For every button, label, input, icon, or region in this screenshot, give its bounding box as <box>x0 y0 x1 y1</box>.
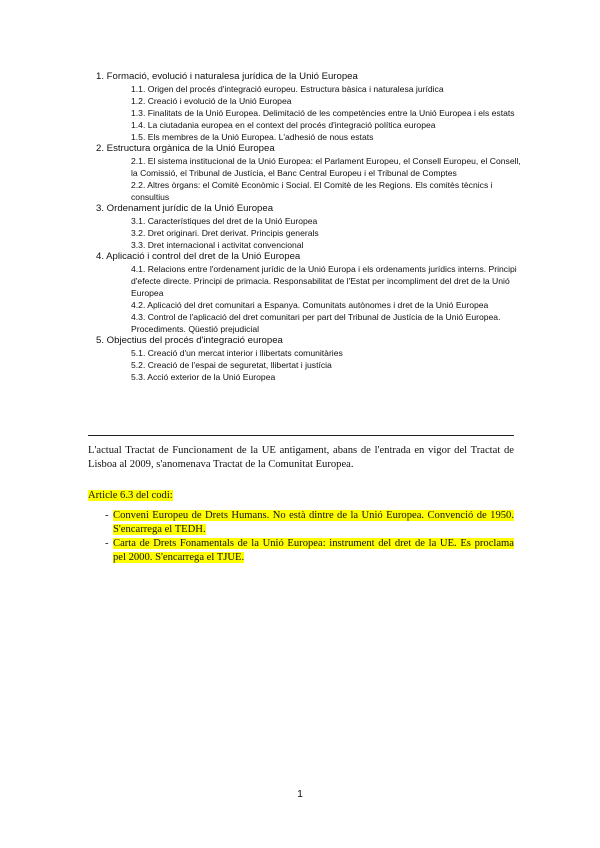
subsection: 3.2. Dret originari. Dret derivat. Principis generals <box>131 228 319 238</box>
subsection: 1.4. La ciutadania europea en el context del procés d'integració política europea <box>131 120 436 130</box>
subsection: 5.2. Creació de l'espai de seguretat, llibertat i justícia <box>131 360 332 370</box>
subsection: 4.1. Relacions entre l'ordenament jurídic de la Unió Europa i els ordenaments jurídics interns. Principi d'efecte directe. Principi de primacia. Responsabilitat de l'Estat per incompliment del dret de la Unió Europea <box>131 264 517 298</box>
subsection: 1.1. Origen del procés d'integració europeu. Estructura bàsica i naturalesa jurídica <box>131 84 444 94</box>
subsection: 4.3. Control de l'aplicació del dret comunitari per part del Tribunal de Justícia de la Unió Europea. Procediments. Qüestió prejudicial <box>131 312 501 334</box>
list-item <box>88 537 514 565</box>
subsection: 1.2. Creació i evolució de la Unió Europea <box>131 96 292 106</box>
subsection: 1.3. Finalitats de la Unió Europea. Delimitació de les competències entre la Unió Europea i els estats <box>131 108 515 118</box>
note-paragraph: L'actual Tractat de Funcionament de la UE antigament, abans de l'entrada en vigor del Tractat de Lisboa al 2009, s'anomenava Tractat de la Comunitat Europea. <box>88 445 514 470</box>
list-item <box>88 509 514 537</box>
dash-bullet: - <box>105 510 109 521</box>
list-item-text: Conveni Europeu de Drets Humans. No està dintre de la Unió Europea. Convenció de 1950. S'encarrega el TEDH. <box>113 510 514 535</box>
horizontal-divider <box>88 435 514 436</box>
section-title: 2. Estructura orgànica de la Unió Europea <box>96 143 275 154</box>
section-title: 5. Objectius del procés d'integració europea <box>96 335 283 346</box>
subsection: 5.1. Creació d'un mercat interior i llibertats comunitàries <box>131 348 343 358</box>
section-title: 3. Ordenament jurídic de la Unió Europea <box>96 203 274 214</box>
article-heading <box>88 489 514 503</box>
subsection: 2.1. El sistema institucional de la Unió Europea: el Parlament Europeu, el Consell Europeu, el Consell, la Comissió, el Tribunal de Justícia, el Banc Central Europeu i el Tribunal de Comptes <box>131 156 521 178</box>
article-list <box>88 509 514 565</box>
table-of-contents <box>96 71 522 383</box>
subsection: 1.5. Els membres de la Unió Europea. L'adhesió de nous estats <box>131 132 374 142</box>
page-number: 1 <box>297 788 303 800</box>
notes-body <box>88 444 514 565</box>
section-title: 4. Aplicació i control del dret de la Unió Europea <box>96 251 301 262</box>
section-title: 1. Formació, evolució i naturalesa jurídica de la Unió Europea <box>96 71 358 82</box>
subsection: 2.2. Altres òrgans: el Comitè Econòmic i Social. El Comitè de les Regions. Els comitès tècnics i consultius <box>131 180 493 202</box>
subsection: 4.2. Aplicació del dret comunitari a Espanya. Comunitats autònomes i dret de la Unió Europea <box>131 300 489 310</box>
list-item-text: Carta de Drets Fonamentals de la Unió Europea: instrument del dret de la UE. Es proclama pel 2000. S'encarrega el TJUE. <box>113 538 514 563</box>
subsection: 3.3. Dret internacional i activitat convencional <box>131 240 304 250</box>
article-heading-text: Article 6.3 del codi: <box>88 490 173 501</box>
subsection: 5.3. Acció exterior de la Unió Europea <box>131 372 276 382</box>
subsection: 3.1. Característiques del dret de la Unió Europea <box>131 216 318 226</box>
dash-bullet: - <box>105 538 109 549</box>
